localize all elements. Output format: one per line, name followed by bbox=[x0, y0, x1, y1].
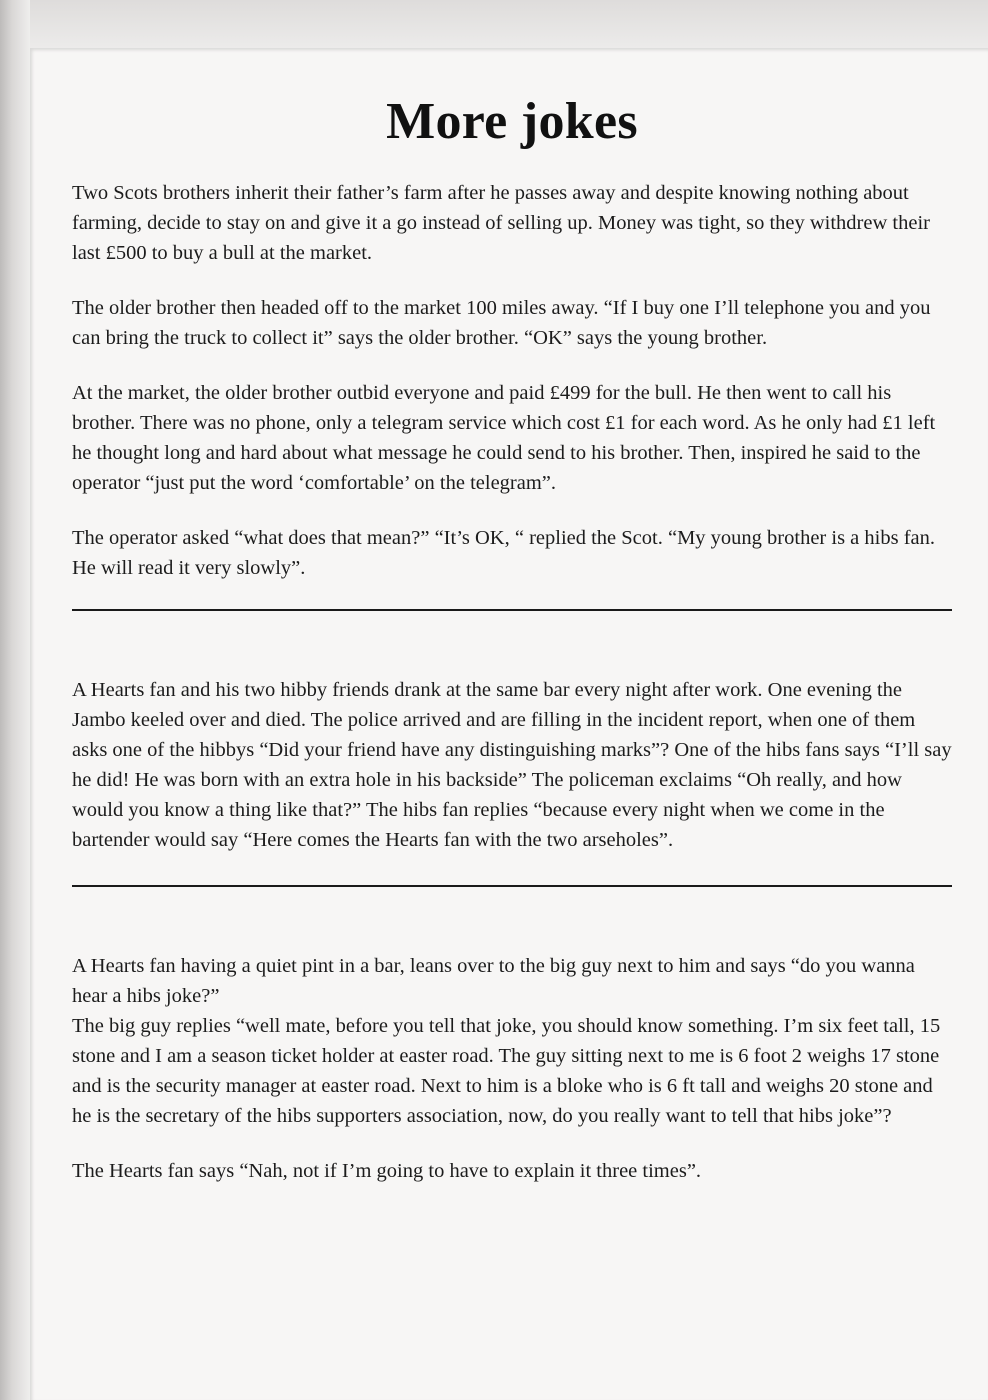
joke-2 bbox=[72, 675, 952, 855]
joke-3 bbox=[72, 951, 952, 1186]
joke-paragraph: Two Scots brothers inherit their father’s farm after he passes away and despite knowing nothing about farming, decide to stay on and give it a go instead of selling up. Money was tight, so they withdrew their last £500 to buy a bull at the market. bbox=[72, 182, 930, 264]
page-top-margin bbox=[30, 0, 988, 48]
page-title: More jokes bbox=[386, 93, 638, 150]
joke-paragraph: The operator asked “what does that mean?” “It’s OK, “ replied the Scot. “My young brother is a hibs fan. He will read it very slowly”. bbox=[72, 527, 936, 579]
joke-paragraph: At the market, the older brother outbid everyone and paid £499 for the bull. He then went to call his brother. There was no phone, only a telegram service which cost £1 for each word. As he only had £1 left he thought long and hard about what message he could send to his brother. Then, inspired he said to the operator “just put the word ‘comfortable’ on the telegram”. bbox=[72, 382, 936, 494]
joke-paragraph: The Hearts fan says “Nah, not if I’m going to have to explain it three times”. bbox=[72, 1160, 702, 1182]
joke-paragraph: A Hearts fan having a quiet pint in a bar, leans over to the big guy next to him and says “do you wanna hear a hibs joke?” bbox=[72, 955, 915, 1007]
joke-paragraph: A Hearts fan and his two hibby friends drank at the same bar every night after work. One evening the Jambo keeled over and died. The police arrived and are filling in the incident report, when one of them asks one of the hibbys “Did your friend have any distinguishing marks”? One of the hibs fans says “I’ll say he did! He was born with an extra hole in his backside” The policeman exclaims “Oh really, and how would you know a thing like that?” The hibs fan replies “because every night when we come in the bartender would say “Here comes the Hearts fan with the two arseholes”. bbox=[72, 679, 952, 851]
joke-paragraph: The older brother then headed off to the market 100 miles away. “If I buy one I’ll telephone you and you can bring the truck to collect it” says the older brother. “OK” says the young brother. bbox=[72, 297, 931, 349]
joke-1 bbox=[72, 178, 952, 583]
book-spine-edge bbox=[0, 0, 31, 1400]
joke-paragraph: The big guy replies “well mate, before you tell that joke, you should know something. I’m six feet tall, 15 stone and I am a season ticket holder at easter road. The guy sitting next to me is 6 foot 2 weighs 17 stone and is the security manager at easter road. Next to him is a bloke who is 6 ft tall and weighs 20 stone and he is the secretary of the hibs supporters association, now, do you really want to tell that hibs joke”? bbox=[72, 1015, 941, 1127]
article bbox=[72, 92, 952, 1186]
